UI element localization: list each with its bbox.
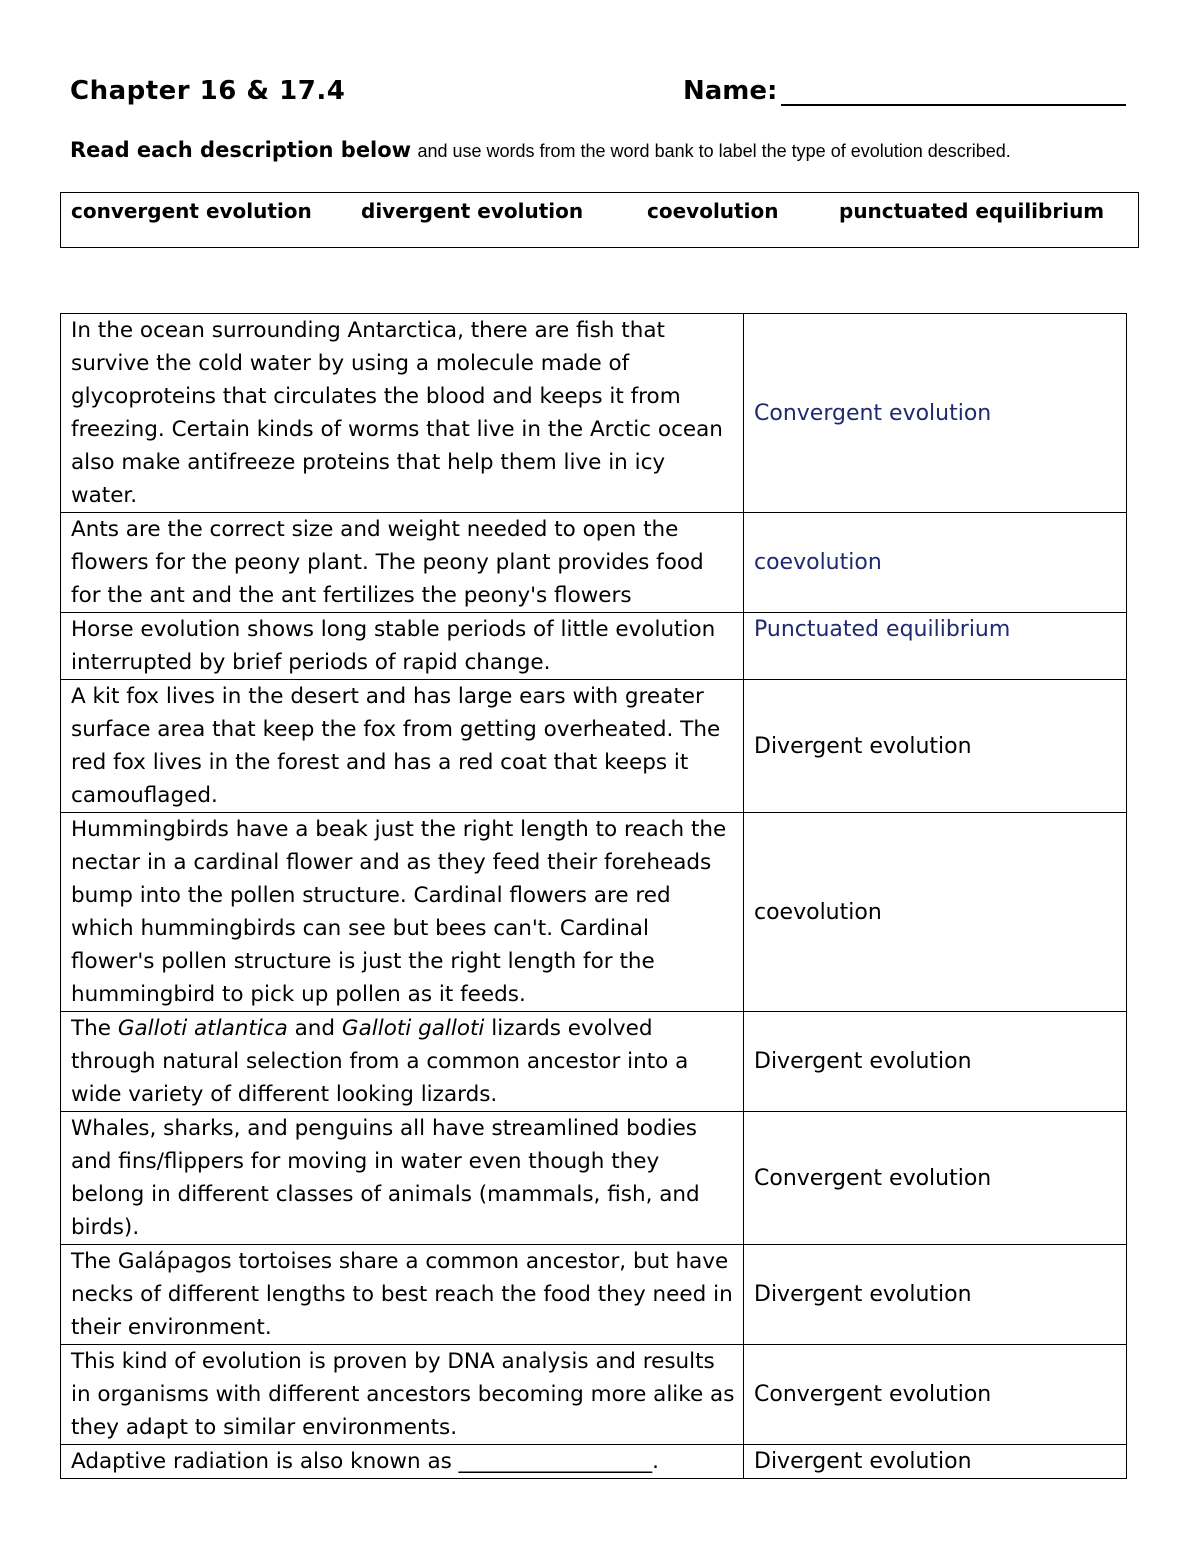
description-cell: Hummingbirds have a beak just the right length to reach the nectar in a cardinal flower and as they feed their foreheads bump into the pollen structure. Cardinal flowers are red which hummingbirds can see but bees can't. Cardinal flower's pollen structure is just the right length for the hummingbird to pick up pollen as it feeds. bbox=[61, 813, 744, 1012]
instructions-bold: Read each description below bbox=[70, 138, 412, 162]
description-cell: The Galápagos tortoises share a common ancestor, but have necks of different lengths to best reach the food they need in their environment. bbox=[61, 1245, 744, 1345]
word-bank-coevolution: coevolution bbox=[647, 199, 779, 223]
answer-cell[interactable]: Divergent evolution bbox=[744, 1245, 1127, 1345]
table-row bbox=[61, 314, 1127, 513]
description-cell: A kit fox lives in the desert and has large ears with greater surface area that keep the fox from getting overheated. The red fox lives in the forest and has a red coat that keeps it camouflaged. bbox=[61, 680, 744, 813]
table-row bbox=[61, 1345, 1127, 1445]
word-bank-punctuated: punctuated equilibrium bbox=[839, 199, 1105, 223]
description-cell: In the ocean surrounding Antarctica, there are fish that survive the cold water by using a molecule made of glycoproteins that circulates the blood and keeps it from freezing. Certain kinds of worms that live in the Arctic ocean also make antifreeze proteins that help them live in icy water. bbox=[61, 314, 744, 513]
name-label: Name: bbox=[683, 76, 778, 106]
table-row bbox=[61, 1012, 1127, 1112]
table-row bbox=[61, 513, 1127, 613]
table-row bbox=[61, 813, 1127, 1012]
word-bank-divergent: divergent evolution bbox=[361, 199, 584, 223]
answer-cell[interactable]: Convergent evolution bbox=[744, 1112, 1127, 1245]
answer-cell[interactable]: Divergent evolution bbox=[744, 1445, 1127, 1479]
name-field[interactable] bbox=[683, 76, 1126, 106]
word-bank bbox=[60, 192, 1139, 248]
table-row bbox=[61, 680, 1127, 813]
page-title: Chapter 16 & 17.4 bbox=[70, 76, 346, 106]
table-row bbox=[61, 1112, 1127, 1245]
answer-cell[interactable]: coevolution bbox=[744, 813, 1127, 1012]
answer-table bbox=[60, 313, 1127, 1479]
description-cell: Whales, sharks, and penguins all have streamlined bodies and fins/flippers for moving in water even though they belong in different classes of animals (mammals, fish, and birds). bbox=[61, 1112, 744, 1245]
species-name-atlantica: Galloti atlantica bbox=[117, 1016, 288, 1041]
description-cell: Adaptive radiation is also known as __________________. bbox=[61, 1445, 744, 1479]
description-cell: Ants are the correct size and weight needed to open the flowers for the peony plant. The peony plant provides food for the ant and the ant fertilizes the peony's flowers bbox=[61, 513, 744, 613]
species-name-galloti: Galloti galloti bbox=[341, 1016, 485, 1041]
table-row bbox=[61, 613, 1127, 680]
answer-cell[interactable]: Convergent evolution bbox=[744, 1345, 1127, 1445]
word-bank-convergent: convergent evolution bbox=[71, 199, 312, 223]
instructions bbox=[70, 138, 1011, 162]
answer-cell[interactable]: Convergent evolution bbox=[744, 314, 1127, 513]
description-cell: This kind of evolution is proven by DNA analysis and results in organisms with different ancestors becoming more alike as they adapt to similar environments. bbox=[61, 1345, 744, 1445]
table-row bbox=[61, 1445, 1127, 1479]
description-text: The bbox=[71, 1016, 118, 1041]
description-text: lizards evolved through natural selection from a common ancestor into a wide variety of different looking lizards. bbox=[71, 1016, 689, 1107]
name-blank-line[interactable] bbox=[781, 82, 1126, 106]
answer-cell[interactable]: Divergent evolution bbox=[744, 680, 1127, 813]
answer-cell[interactable]: coevolution bbox=[744, 513, 1127, 613]
description-cell bbox=[61, 1012, 744, 1112]
description-text: and bbox=[287, 1016, 342, 1041]
answer-cell[interactable]: Punctuated equilibrium bbox=[744, 613, 1127, 680]
table-row bbox=[61, 1245, 1127, 1345]
description-cell: Horse evolution shows long stable periods of little evolution interrupted by brief periods of rapid change. bbox=[61, 613, 744, 680]
answer-cell[interactable]: Divergent evolution bbox=[744, 1012, 1127, 1112]
instructions-rest: and use words from the word bank to label the type of evolution described. bbox=[417, 141, 1011, 161]
